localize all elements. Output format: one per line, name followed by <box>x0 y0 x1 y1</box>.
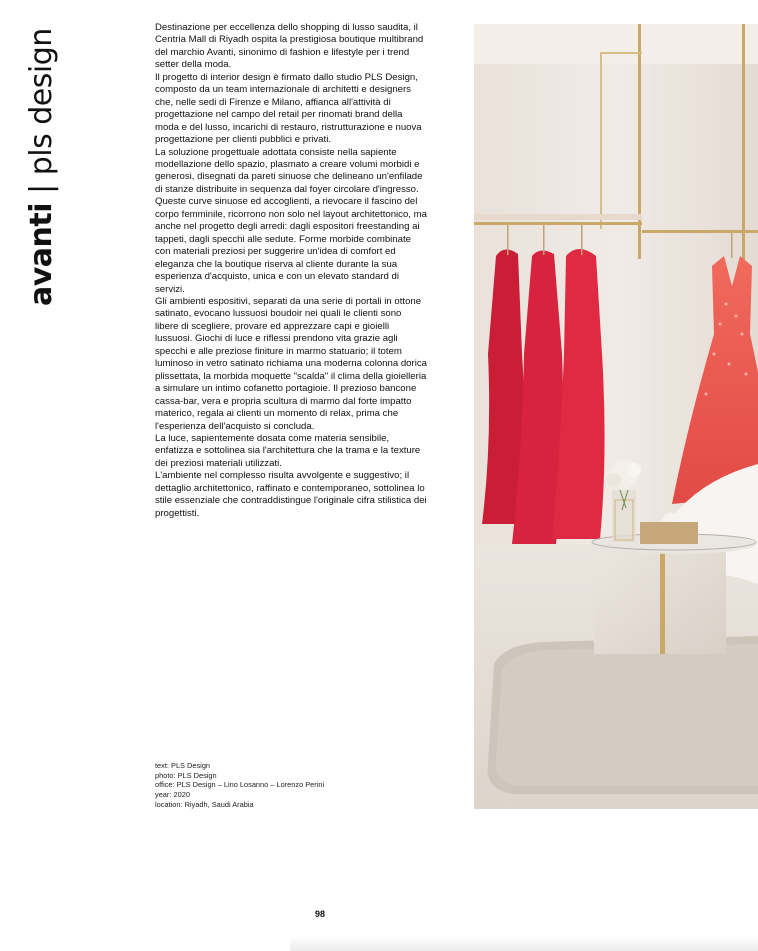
page-number: 98 <box>314 909 325 919</box>
credit-text: text: PLS Design <box>155 761 211 770</box>
boutique-illustration <box>474 24 758 809</box>
article-paragraph: La soluzione progettuale adottata consiste nella sapiente modellazione dello spazio, plasmato a creare volumi morbidi e generosi, disegnati da pareti sinuose che delineano un'enfilade di stanze distribuite in sequenza dal foyer circolare d'ingresso. <box>155 146 423 195</box>
article-paragraph: La luce, sapientemente dosata come materia sensibile, enfatizza e sottolinea sia l'architettura che la trama e la texture dei preziosi materiali utilizzati. <box>155 432 421 469</box>
credit-year: year: 2020 <box>155 790 190 800</box>
article-body <box>155 22 427 520</box>
credit-location: location: Riyadh, Saudi Arabia <box>155 799 254 809</box>
credits <box>155 761 395 810</box>
article-paragraph: Destinazione per eccellenza dello shopping di lusso saudita, il Centria Mall di Riyadh ospita la prestigiosa boutique multibrand del marchio Avanti, sinonimo di fashion e lifestyle per i trend setter della moda. <box>155 22 424 71</box>
boutique-photo <box>474 24 758 809</box>
credit-office: office: PLS Design – Lino Losanno – Lorenzo Perini <box>155 780 325 790</box>
vertical-title <box>20 24 60 314</box>
title-light: pls design <box>24 28 59 176</box>
title-separator: | <box>24 175 59 203</box>
page-shadow <box>290 935 758 951</box>
article-paragraph: Gli ambienti espositivi, separati da una serie di portali in ottone satinato, evocano lussuosi boudoir nei quali le clienti sono libere di scegliere, provare ed apprezzare capi e gioielli lussuosi. Giochi di luce e riflessi prendono vita grazie agli specchi e alle preziose finiture in marmo statuario; il totem luminoso in vetro satinato richiama una moderna colonna dorica plissettata, la morbida moquette "scalda" il clima della gioielleria a simulare un intimo cofanetto portagioie. Il prezioso bancone cassa-bar, vera e propria scultura di marmo dal forte impatto materico, regala ai clienti un momento di relax, prima che l'esperienza dell'acquisto si concluda. <box>155 295 427 432</box>
credit-photo: photo: PLS Design <box>155 770 217 780</box>
title-bold: avanti <box>24 202 59 306</box>
article-paragraph: Queste curve sinuose ed accoglienti, a rievocare il fascino del corpo femminile, ricorrono non solo nel layout architettonico, ma anche nel progetto degli arredi: dagli espositori freestanding ai tappeti, dagli specchi alle sedute. Forme morbide combinate con materiali preziosi per suggerire un'idea di comfort ed eleganza che la boutique riserva al cliente durante la sua esperienza d'acquisto, unica e con un elevato standard di servizi. <box>155 196 427 295</box>
article-paragraph: L'ambiente nel complesso risulta avvolgente e suggestivo; il dettaglio architettonico, raffinato e contemporaneo, sottolinea lo stile essenziale che contraddistingue l'originale cifra stilistica dei progettisti. <box>155 470 427 519</box>
article-paragraph: Il progetto di interior design è firmato dallo studio PLS Design, composto da un team internazionale di architetti e designers che, nelle sedi di Firenze e Milano, affianca all'attività di progettazione nel campo del retail per rinomati brand della moda e del lusso, incarichi di restauro, ristrutturazione e nuova progettazione per clienti pubblici e privati. <box>155 71 422 146</box>
